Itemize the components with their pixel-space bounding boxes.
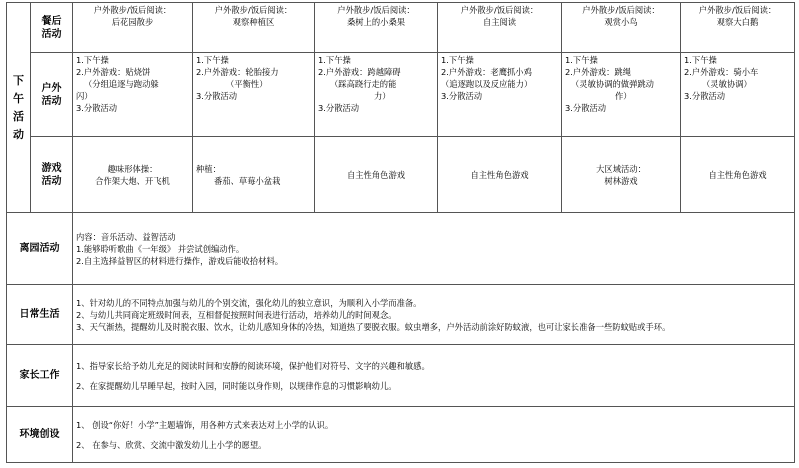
cell-text: 1.下午操 (684, 55, 717, 65)
cell-text: 3.分散活动 (684, 91, 726, 101)
cell-text: 1.下午操 (196, 55, 229, 65)
row-leaving (7, 213, 795, 285)
cell-text: 自主阅读 (482, 17, 517, 27)
after-meal-day5 (562, 3, 681, 53)
games-day1 (73, 137, 193, 213)
after-meal-day2 (193, 3, 315, 53)
games-day5 (562, 137, 681, 213)
outdoor-day4 (438, 53, 562, 137)
cell-text: （灵敏协调） (702, 79, 752, 89)
cell-text: 自主性角色游戏 (470, 169, 529, 180)
cell-text: 树林游戏 (604, 175, 638, 186)
games-label (31, 137, 73, 213)
outdoor-label (31, 53, 73, 137)
cell-text: 1.下午操 (76, 55, 109, 65)
daily-life-line: 1、针对幼儿的不同特点加强与幼儿的个别交流，强化幼儿的独立意识，为顺利入小学而准备。 (76, 297, 422, 308)
after-meal-day3 (315, 3, 438, 53)
after-meal-label-line2: 活动 (41, 28, 62, 40)
leaving-content (73, 213, 795, 285)
cell-text: （分组追逐与跑动躲 (84, 79, 159, 89)
cell-text: 大区域活动： (596, 163, 646, 174)
cell-text: 3.分散活动 (318, 103, 360, 113)
cell-text: 2.户外游戏：骑小车 (684, 67, 759, 77)
cell-text: 作） (615, 91, 632, 101)
cell-text: 观赏小鸟 (604, 17, 638, 27)
cell-text: 桑树上的小桑果 (346, 17, 406, 27)
parents-line: 1、指导家长给予幼儿充足的阅读时间和安静的阅读环境，保护他们对符号、文字的兴趣和敏感。 (76, 360, 430, 371)
cell-text: 2.户外游戏：贴烧饼 (76, 67, 151, 77)
row-daily-life (7, 285, 795, 345)
cell-text: 后花园散步 (111, 17, 154, 27)
cell-text: （平衡性） (226, 79, 268, 89)
outdoor-day2 (193, 53, 315, 137)
cell-text: 2.户外游戏：跳绳 (565, 67, 631, 77)
cell-text: 种植： (196, 163, 221, 174)
cell-text: （灵敏协调的做弹跳动 (571, 79, 654, 89)
cell-text: 户外散步/饭后阅读： (582, 5, 660, 15)
row-after-meal (7, 3, 795, 53)
cell-text: 2.户外游戏：跨越障碍 (318, 67, 401, 77)
cell-text: 户外散步/饭后阅读： (214, 5, 293, 15)
cell-text: 1.下午操 (565, 55, 598, 65)
outdoor-day6 (681, 53, 795, 137)
outdoor-label-line2: 活动 (41, 95, 62, 107)
games-day3 (315, 137, 438, 213)
after-meal-day4 (438, 3, 562, 53)
row-outdoor (7, 53, 795, 137)
cell-text: 趣味形体操： (107, 163, 158, 174)
parents-content (73, 345, 795, 407)
outdoor-day1 (73, 53, 193, 137)
cell-text: 1.下午操 (441, 55, 474, 65)
leaving-line: 内容：音乐活动、益智活动 (76, 231, 176, 242)
environment-label: 环境创设 (7, 407, 73, 463)
cell-text: 3.分散活动 (196, 91, 238, 101)
outdoor-day5 (562, 53, 681, 137)
cell-text: 2.户外游戏：轮胎接力 (196, 67, 279, 77)
row-games (7, 137, 795, 213)
after-meal-day1 (73, 3, 193, 53)
cell-text: 2.户外游戏：老鹰抓小鸡 (441, 67, 532, 77)
row-parents (7, 345, 795, 407)
cell-text: 户外散步/饭后阅读： (93, 5, 172, 15)
after-meal-label-line1: 餐后 (41, 15, 62, 27)
environment-line: 1、 创设“你好！小学”主题墙饰，用各种方式来表达对上小学的认识。 (76, 419, 334, 430)
games-day6 (681, 137, 795, 213)
cell-text: （追逐跑以及反应能力） (441, 79, 533, 89)
parents-line: 2、在家提醒幼儿早睡早起，按时入园，同时能以身作则，以规律作息的习惯影响幼儿。 (76, 380, 397, 391)
cell-text: 户外散步/饭后阅读： (460, 5, 539, 15)
afternoon-label-text: 下午活动 (13, 73, 24, 141)
after-meal-label (31, 3, 73, 53)
cell-text: 自主性角色游戏 (346, 169, 406, 180)
cell-text: 番茄、草莓小盆栽 (214, 175, 281, 186)
environment-line: 2、 在参与、欣赏、交流中激发幼儿上小学的愿望。 (76, 439, 267, 450)
daily-life-line: 3、天气渐热，提醒幼儿及时脱衣服、饮水，让幼儿感知身体的冷热，知道热了要脱衣服。蚊虫增多，户外活动前涂好防蚊液，也可让家长准备一些防蚊贴或手环。 (76, 321, 671, 332)
after-meal-day6 (681, 3, 795, 53)
daily-life-label: 日常生活 (7, 285, 73, 345)
games-day2 (193, 137, 315, 213)
cell-text: 合作架大炮、开飞机 (95, 175, 170, 186)
cell-text: 户外散步/饭后阅读： (337, 5, 415, 15)
weekly-plan-table (6, 2, 795, 463)
outdoor-label-line1: 户外 (41, 82, 62, 94)
cell-text: 3.分散活动 (565, 103, 607, 113)
cell-text: 观察种植区 (232, 17, 275, 27)
cell-text: 3.分散活动 (441, 91, 483, 101)
cell-text: 力） (374, 91, 391, 101)
parents-label: 家长工作 (7, 345, 73, 407)
daily-life-line: 2、与幼儿共同商定班级时间表，互相督促按照时间表进行活动，培养幼儿的时间观念。 (76, 309, 397, 320)
games-label-line1: 游戏 (41, 162, 62, 174)
daily-life-content (73, 285, 795, 345)
cell-text: 观察大白鹅 (716, 17, 759, 27)
cell-text: （踩高跷行走的能 (330, 79, 397, 89)
leaving-line: 2.自主选择益智区的材料进行操作，游戏后能收拾材料。 (76, 255, 284, 266)
outdoor-day3 (315, 53, 438, 137)
cell-text: 户外散步/饭后阅读： (698, 5, 777, 15)
games-label-line2: 活动 (41, 175, 62, 187)
leaving-label: 离园活动 (7, 213, 73, 285)
cell-text: 自主性角色游戏 (708, 169, 767, 180)
environment-content (73, 407, 795, 463)
row-environment (7, 407, 795, 463)
games-day4 (438, 137, 562, 213)
cell-text: 闪） (76, 91, 93, 101)
leaving-line: 1.能够聆听歌曲《一年级》 并尝试创编动作。 (76, 243, 245, 254)
cell-text: 3.分散活动 (76, 103, 118, 113)
cell-text: 1.下午操 (318, 55, 351, 65)
afternoon-activities-label (7, 3, 31, 213)
